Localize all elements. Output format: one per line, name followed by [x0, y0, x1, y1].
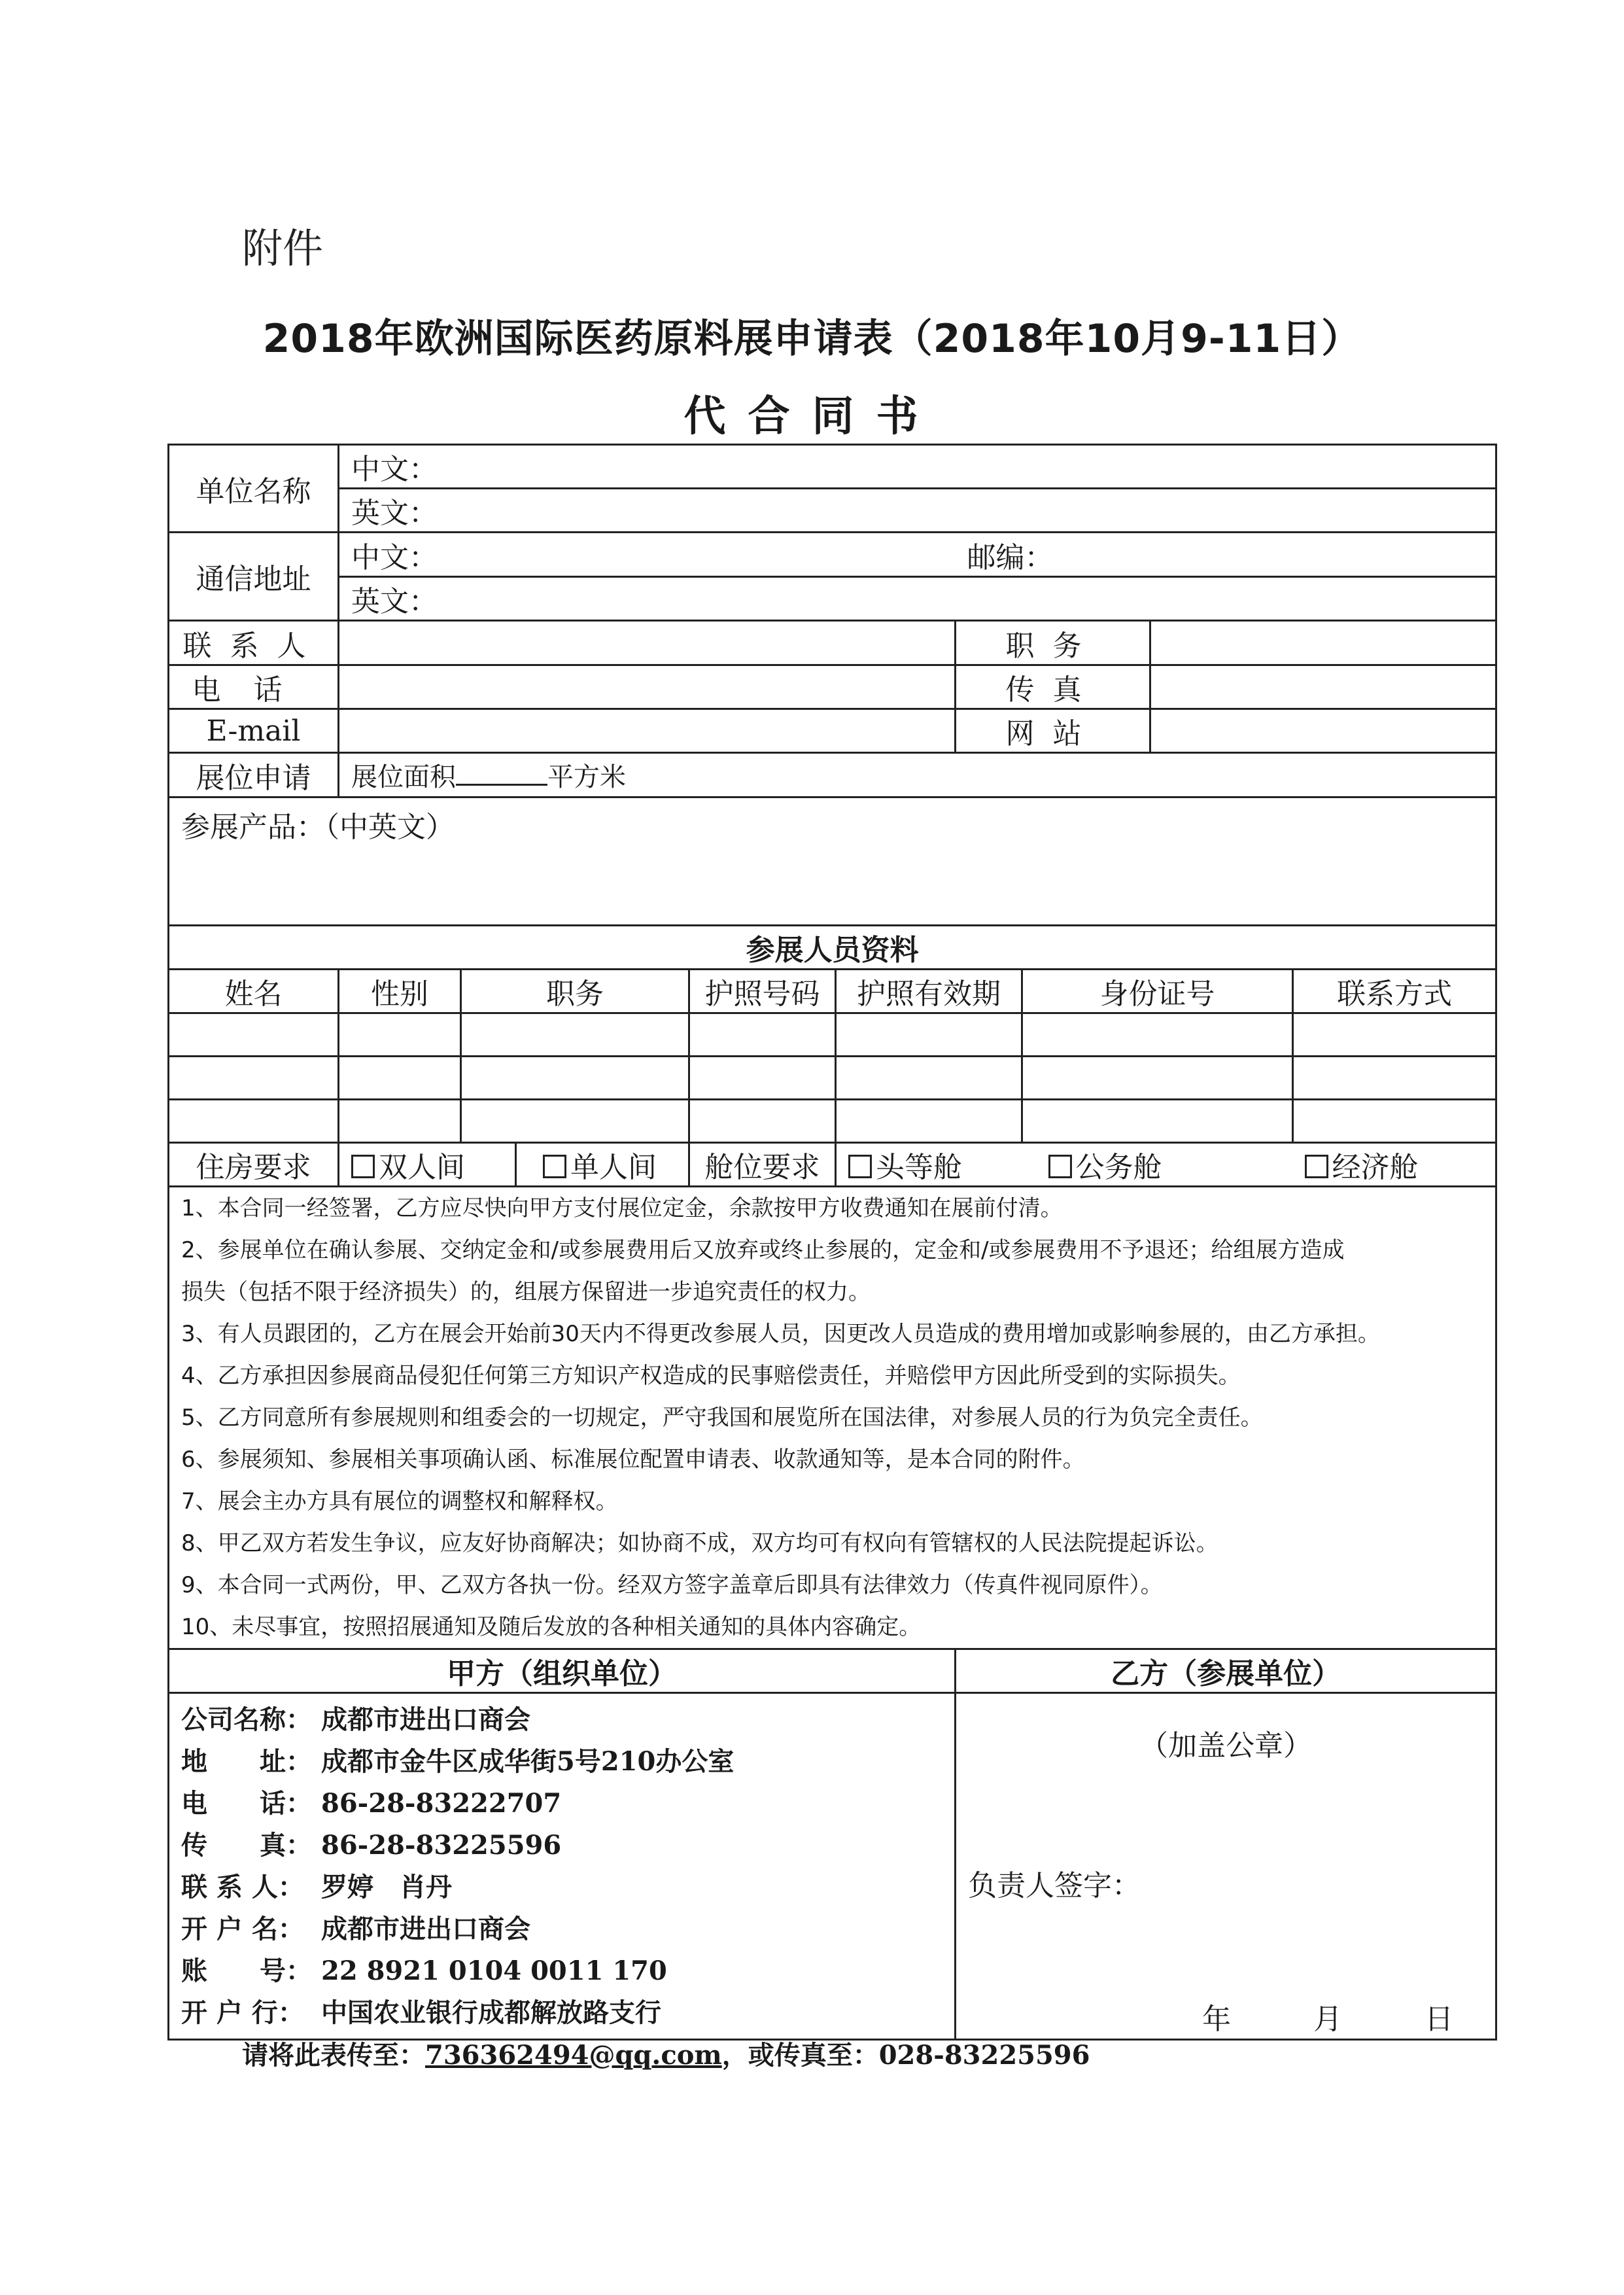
row-label: 传 真：	[181, 1829, 312, 1861]
staff-cell[interactable]	[689, 1013, 836, 1057]
party-a-row	[181, 1783, 942, 1825]
staff-cell[interactable]	[1293, 1013, 1496, 1057]
option-label: 双人间	[379, 1151, 465, 1184]
english-label: 英文：	[351, 497, 438, 530]
staff-section-title: 参展人员资料	[169, 926, 1496, 970]
english-label: 英文：	[351, 585, 438, 618]
cabin-label: 舱位要求	[689, 1143, 836, 1187]
staff-cell[interactable]	[1293, 1100, 1496, 1143]
postcode-label: 邮编：	[967, 540, 1054, 574]
email-link[interactable]: 736362494@qq.com	[425, 2040, 722, 2071]
checkbox-icon[interactable]	[1305, 1155, 1328, 1178]
booth-area-suffix: 平方米	[547, 762, 626, 792]
products-label: 参展产品：（中英文）	[181, 811, 455, 844]
row-value: 罗婷 肖丹	[321, 1871, 452, 1902]
day-label: 日	[1425, 2002, 1458, 2036]
year-label: 年	[1202, 2002, 1235, 2036]
economy-class-option[interactable]	[1293, 1143, 1496, 1187]
fax-number: 028-83225596	[878, 2040, 1090, 2071]
party-a-header: 甲方（组织单位）	[169, 1649, 956, 1693]
staff-column-header: 联系方式	[1293, 970, 1496, 1013]
term-item: 8、甲乙双方若发生争议，应友好协商解决；如协商不成，双方均可有权向有管辖权的人民法院提起诉讼。	[181, 1530, 1218, 1556]
term-item: 2、参展单位在确认参展、交纳定金和/或参展费用后又放弃或终止参展的，定金和/或参展费用不予退还；给组展方造成	[181, 1237, 1345, 1263]
staff-cell[interactable]	[339, 1100, 461, 1143]
position-field[interactable]	[1150, 621, 1496, 665]
signature-label: 负责人签字：	[968, 1868, 1141, 1902]
double-room-option[interactable]	[339, 1143, 516, 1187]
chinese-label: 中文：	[351, 453, 438, 486]
staff-cell[interactable]	[461, 1100, 689, 1143]
contact-label: 联系人	[169, 621, 339, 665]
staff-cell[interactable]	[689, 1057, 836, 1100]
staff-cell[interactable]	[339, 1057, 461, 1100]
staff-column-header: 姓名	[169, 970, 339, 1013]
checkbox-icon[interactable]	[848, 1155, 872, 1178]
month-label: 月	[1313, 2002, 1347, 2036]
staff-cell[interactable]	[689, 1100, 836, 1143]
row-label: 账 号：	[181, 1955, 312, 1986]
party-a-row	[181, 1950, 942, 1992]
table-row	[169, 1013, 1496, 1057]
row-label: 公司名称：	[181, 1704, 312, 1735]
attachment-label: 附件	[242, 224, 324, 272]
row-value: 成都市进出口商会	[321, 1913, 530, 1944]
term-item: 3、有人员跟团的，乙方在展会开始前30天内不得更改参展人员，因更改人员造成的费用增加或影响参展的，由乙方承担。	[181, 1321, 1380, 1347]
checkbox-icon[interactable]	[351, 1155, 375, 1178]
staff-column-header: 职务	[461, 970, 689, 1013]
email-field[interactable]	[339, 709, 956, 753]
table-row	[169, 1057, 1496, 1100]
business-class-option[interactable]	[1022, 1143, 1293, 1187]
staff-cell[interactable]	[169, 1013, 339, 1057]
staff-cell[interactable]	[461, 1013, 689, 1057]
booth-area-prefix: 展位面积	[351, 762, 456, 792]
checkbox-icon[interactable]	[543, 1155, 566, 1178]
option-label: 头等舱	[876, 1151, 962, 1184]
term-item: 5、乙方同意所有参展规则和组委会的一切规定，严守我国和展览所在国法律，对参展人员的行为负完全责任。	[181, 1405, 1263, 1431]
term-item: 损失（包括不限于经济损失）的，组展方保留进一步追究责任的权力。	[181, 1279, 871, 1305]
staff-cell[interactable]	[1022, 1013, 1293, 1057]
position-label: 职务	[956, 621, 1150, 665]
submission-note	[242, 2035, 1090, 2072]
row-label: 开 户 行：	[181, 1997, 304, 2028]
row-label: 电 话：	[181, 1787, 312, 1819]
party-a-row	[181, 1741, 942, 1783]
application-form	[167, 444, 1497, 2041]
staff-cell[interactable]	[169, 1100, 339, 1143]
term-item: 1、本合同一经签署，乙方应尽快向甲方支付展位定金，余款按甲方收费通知在展前付清。	[181, 1195, 1063, 1221]
option-label: 单人间	[570, 1151, 657, 1184]
staff-cell[interactable]	[1293, 1057, 1496, 1100]
staff-cell[interactable]	[339, 1013, 461, 1057]
company-name-chinese-field[interactable]	[339, 445, 1496, 489]
term-item: 6、参展须知、参展相关事项确认函、标准展位配置申请表、收款通知等，是本合同的附件。	[181, 1446, 1085, 1473]
term-item: 10、未尽事宜，按照招展通知及随后发放的各种相关通知的具体内容确定。	[181, 1614, 922, 1640]
party-a-row	[181, 1825, 942, 1866]
party-a-row	[181, 1992, 942, 2034]
row-value: 22 8921 0104 0011 170	[321, 1955, 667, 1986]
term-item: 9、本合同一式两份，甲、乙双方各执一份。经双方签字盖章后即具有法律效力（传真件视同原件）。	[181, 1572, 1163, 1598]
website-label: 网站	[956, 709, 1150, 753]
fax-label: 传真	[956, 665, 1150, 709]
contract-terms	[169, 1187, 1496, 1649]
party-b-header: 乙方（参展单位）	[956, 1649, 1496, 1693]
staff-cell[interactable]	[836, 1100, 1022, 1143]
table-row	[169, 1100, 1496, 1143]
party-a-row	[181, 1699, 942, 1741]
term-item: 4、乙方承担因参展商品侵犯任何第三方知识产权造成的民事赔偿责任，并赔偿甲方因此所受到的实际损失。	[181, 1363, 1241, 1389]
staff-cell[interactable]	[1022, 1100, 1293, 1143]
staff-column-header: 身份证号	[1022, 970, 1293, 1013]
row-label: 联 系 人：	[181, 1871, 304, 1902]
staff-column-header: 性别	[339, 970, 461, 1013]
row-value: 中国农业银行成都解放路支行	[321, 1997, 661, 2028]
contact-field[interactable]	[339, 621, 956, 665]
address-label: 通信地址	[169, 533, 339, 621]
option-label: 公务舱	[1075, 1151, 1162, 1184]
row-label: 开 户 名：	[181, 1913, 304, 1944]
seal-placeholder: （加盖公章）	[1139, 1728, 1313, 1762]
row-value: 86-28-83225596	[321, 1829, 562, 1861]
phone-field[interactable]	[339, 665, 956, 709]
party-a-details	[169, 1693, 956, 2040]
page-subtitle: 代合同书	[683, 393, 941, 441]
products-field[interactable]	[169, 797, 1496, 926]
postcode-field[interactable]	[956, 533, 1496, 577]
staff-column-header: 护照号码	[689, 970, 836, 1013]
staff-cell[interactable]	[461, 1057, 689, 1100]
term-item: 7、展会主办方具有展位的调整权和解释权。	[181, 1488, 618, 1515]
date-field[interactable]	[968, 1995, 1483, 2037]
page-title: 2018年欧洲国际医药原料展申请表（2018年10月9-11日）	[262, 316, 1362, 362]
row-value: 成都市进出口商会	[321, 1704, 530, 1735]
booth-label: 展位申请	[169, 753, 339, 797]
email-label: E-mail	[169, 709, 339, 753]
company-name-label: 单位名称	[169, 445, 339, 533]
website-field[interactable]	[1150, 709, 1496, 753]
party-a-row	[181, 1866, 942, 1908]
footer-prefix: 请将此表传至：	[242, 2040, 425, 2071]
phone-label: 电话	[169, 665, 339, 709]
party-a-row	[181, 1908, 942, 1950]
staff-cell[interactable]	[169, 1057, 339, 1100]
party-b-details	[956, 1693, 1496, 2040]
address-chinese-field[interactable]	[339, 533, 956, 577]
booth-area-field[interactable]	[339, 753, 1496, 797]
staff-cell[interactable]	[1022, 1057, 1293, 1100]
staff-column-header: 护照有效期	[836, 970, 1022, 1013]
single-room-option[interactable]	[516, 1143, 689, 1187]
row-value: 成都市金牛区成华街5号210办公室	[321, 1745, 734, 1777]
row-label: 地 址：	[181, 1745, 312, 1777]
address-english-field[interactable]	[339, 577, 1496, 621]
first-class-option[interactable]	[836, 1143, 1022, 1187]
signature-field[interactable]	[968, 1862, 1483, 1904]
option-label: 经济舱	[1332, 1151, 1419, 1184]
staff-cell[interactable]	[836, 1057, 1022, 1100]
accommodation-label: 住房要求	[169, 1143, 339, 1187]
checkbox-icon[interactable]	[1048, 1155, 1072, 1178]
staff-cell[interactable]	[836, 1013, 1022, 1057]
company-name-english-field[interactable]	[339, 489, 1496, 533]
footer-middle: ，或传真至：	[721, 2040, 879, 2071]
row-value: 86-28-83222707	[321, 1787, 562, 1819]
chinese-label: 中文：	[351, 540, 438, 574]
booth-area-blank[interactable]	[456, 762, 547, 786]
fax-field[interactable]	[1150, 665, 1496, 709]
